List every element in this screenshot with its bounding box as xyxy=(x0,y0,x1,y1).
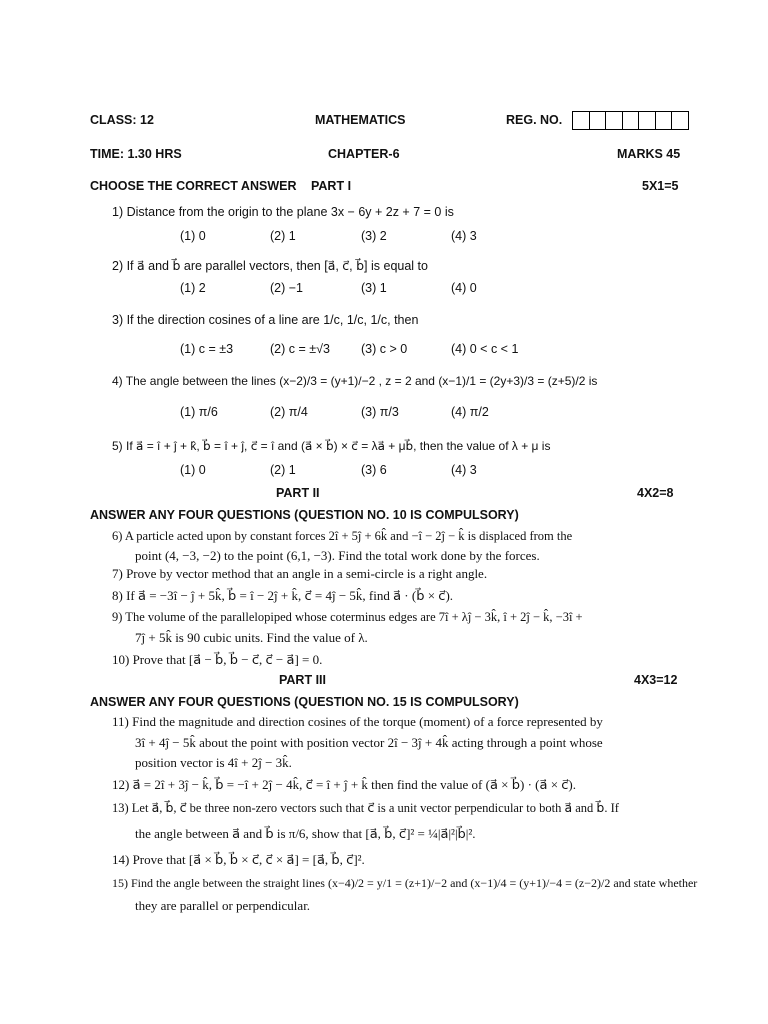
q1-option-4: (4) 3 xyxy=(451,229,477,243)
q2-option-4: (4) 0 xyxy=(451,281,477,295)
q4-option-1: (1) π/6 xyxy=(180,405,218,419)
q3-option-3: (3) c > 0 xyxy=(361,342,408,356)
question-10: 10) Prove that [a⃗ − b⃗, b⃗ − c⃗, c⃗ − a⃗] = 0. xyxy=(112,652,323,667)
question-11: 11) Find the magnitude and direction cosines of the torque (moment) of a force represented by xyxy=(112,714,603,729)
question-11-cont-1: 3î + 4ĵ − 5k̂ about the point with position vector 2î − 3ĵ + 4k̂ acting through a point whose xyxy=(135,735,603,750)
part2-instruction: ANSWER ANY FOUR QUESTIONS (QUESTION NO. 10 IS COMPULSORY) xyxy=(90,508,519,522)
question-4: 4) The angle between the lines (x−2)/3 = (y+1)/−2 , z = 2 and (x−1)/1 = (2y+3)/3 = (z+5)/2 is xyxy=(112,374,598,388)
part2-title: PART II xyxy=(276,486,320,500)
subject-title: MATHEMATICS xyxy=(315,113,406,127)
question-1: 1) Distance from the origin to the plane 3x − 6y + 2z + 7 = 0 is xyxy=(112,205,454,219)
q2-option-2: (2) −1 xyxy=(270,281,304,295)
class-label: CLASS: 12 xyxy=(90,113,154,127)
question-12: 12) a⃗ = 2î + 3ĵ − k̂, b⃗ = −î + 2ĵ − 4k̂, c⃗ = î + ĵ + k̂ then find the value of (a⃗ × b⃗) · (a⃗ × c⃗). xyxy=(112,777,577,792)
question-3: 3) If the direction cosines of a line are 1/c, 1/c, 1/c, then xyxy=(112,313,419,327)
part3-instruction: ANSWER ANY FOUR QUESTIONS (QUESTION NO. 15 IS COMPULSORY) xyxy=(90,695,519,709)
question-8: 8) If a⃗ = −3î − ĵ + 5k̂, b⃗ = î − 2ĵ + k̂, c⃗ = 4ĵ − 5k̂, find a⃗ · (b⃗ × c⃗). xyxy=(112,588,454,603)
question-15: 15) Find the angle between the straight lines (x−4)/2 = y/1 = (z+1)/−2 and (x−1)/4 = (y+1)/−4 = (z−2)/2 and state whether xyxy=(112,876,698,890)
q2-option-3: (3) 1 xyxy=(361,281,387,295)
q5-option-1: (1) 0 xyxy=(180,463,206,477)
question-13: 13) Let a⃗, b⃗, c⃗ be three non-zero vectors such that c⃗ is a unit vector perpendicular to both a⃗ and b⃗. If xyxy=(112,801,619,815)
question-9-cont: 7ĵ + 5k̂ is 90 cubic units. Find the value of λ. xyxy=(135,630,368,645)
reg-no-boxes xyxy=(572,111,689,130)
q3-option-1: (1) c = ±3 xyxy=(180,342,234,356)
q1-option-1: (1) 0 xyxy=(180,229,206,243)
question-15-cont: they are parallel or perpendicular. xyxy=(135,898,311,913)
part3-marks: 4X3=12 xyxy=(634,673,678,687)
reg-no-label: REG. NO. xyxy=(506,113,563,127)
part1-instruction: CHOOSE THE CORRECT ANSWER xyxy=(90,179,297,193)
time-label: TIME: 1.30 HRS xyxy=(90,147,182,161)
q3-option-2: (2) c = ±√3 xyxy=(270,342,330,356)
chapter-label: CHAPTER-6 xyxy=(328,147,400,161)
question-13-cont: the angle between a⃗ and b⃗ is π/6, show that [a⃗, b⃗, c⃗]² = ¼|a⃗|²|b⃗|². xyxy=(135,826,476,841)
question-7: 7) Prove by vector method that an angle in a semi-circle is a right angle. xyxy=(112,566,488,581)
q4-option-2: (2) π/4 xyxy=(270,405,308,419)
part3-title: PART III xyxy=(279,673,326,687)
q5-option-4: (4) 3 xyxy=(451,463,477,477)
q4-option-4: (4) π/2 xyxy=(451,405,489,419)
question-9: 9) The volume of the parallelopiped whose coterminus edges are 7î + λĵ − 3k̂, î + 2ĵ − k̂, −3î + xyxy=(112,610,583,624)
question-11-cont-2: position vector is 4î + 2ĵ − 3k̂. xyxy=(135,755,292,770)
question-6: 6) A particle acted upon by constant forces 2î + 5ĵ + 6k̂ and −î − 2ĵ − k̂ is displaced from the xyxy=(112,529,573,543)
question-6-cont: point (4, −3, −2) to the point (6,1, −3). Find the total work done by the forces. xyxy=(135,548,540,563)
question-2: 2) If a⃗ and b⃗ are parallel vectors, then [a⃗, c⃗, b⃗] is equal to xyxy=(112,259,428,273)
q3-option-4: (4) 0 < c < 1 xyxy=(451,342,519,356)
part2-marks: 4X2=8 xyxy=(637,486,674,500)
q5-option-3: (3) 6 xyxy=(361,463,387,477)
part1-marks: 5X1=5 xyxy=(642,179,679,193)
marks-label: MARKS 45 xyxy=(617,147,681,161)
q5-option-2: (2) 1 xyxy=(270,463,296,477)
q1-option-2: (2) 1 xyxy=(270,229,296,243)
question-5: 5) If a⃗ = î + ĵ + k̂, b⃗ = î + ĵ, c⃗ = î and (a⃗ × b⃗) × c⃗ = λa⃗ + μb⃗, then the value of λ + μ is xyxy=(112,439,551,453)
q1-option-3: (3) 2 xyxy=(361,229,387,243)
part1-title: PART I xyxy=(311,179,352,193)
q4-option-3: (3) π/3 xyxy=(361,405,399,419)
question-14: 14) Prove that [a⃗ × b⃗, b⃗ × c⃗, c⃗ × a⃗] = [a⃗, b⃗, c⃗]². xyxy=(112,852,365,867)
q2-option-1: (1) 2 xyxy=(180,281,206,295)
